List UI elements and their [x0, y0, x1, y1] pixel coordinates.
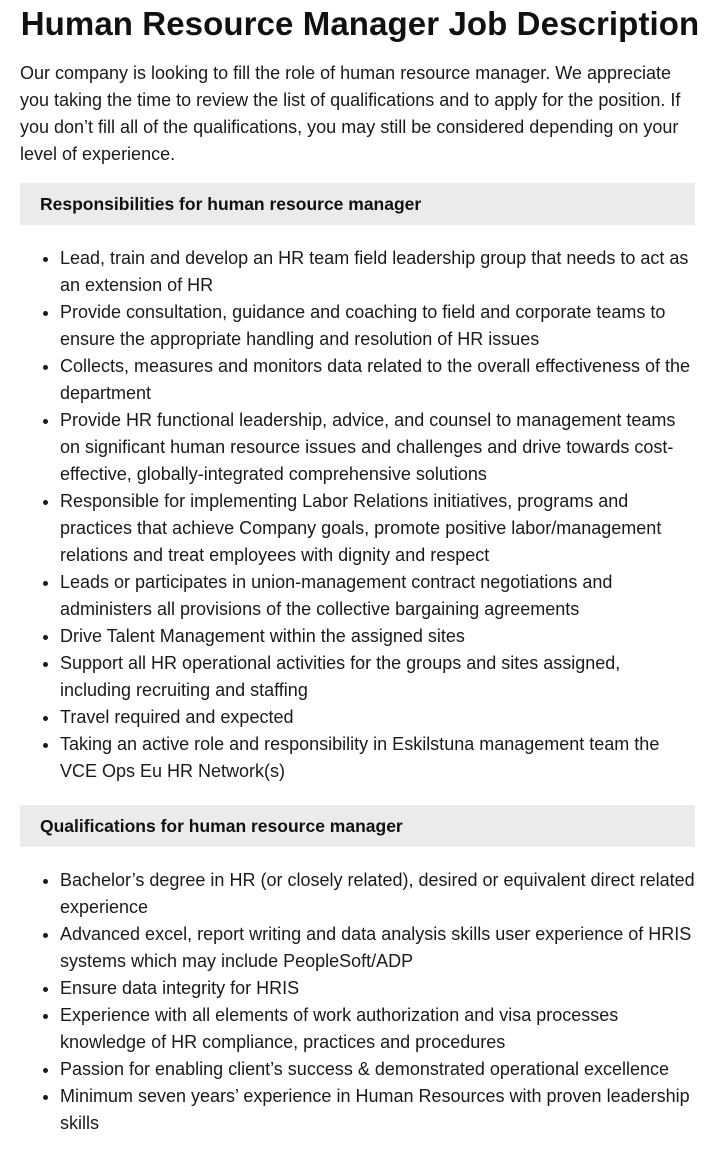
- qualifications-list: [20, 867, 695, 1137]
- list-item: • Minimum seven years’ experience in Human Resources with proven leadership skills: [60, 1083, 695, 1137]
- list-item: • Taking an active role and responsibility in Eskilstuna management team the VCE Ops Eu HR Network(s): [60, 731, 695, 785]
- list-item: • Travel required and expected: [60, 704, 695, 731]
- list-item: • Experience with all elements of work authorization and visa processes knowledge of HR compliance, practices and procedures: [60, 1002, 695, 1056]
- intro-paragraph: Our company is looking to fill the role of human resource manager. We appreciate you taking the time to review the list of qualifications and to apply for the position. If you don’t fill all of the qualifications, you may still be considered depending on your level of experience.: [20, 63, 681, 164]
- list-item: • Passion for enabling client’s success & demonstrated operational excellence: [60, 1056, 695, 1083]
- list-item: • Drive Talent Management within the assigned sites: [60, 623, 695, 650]
- list-item: • Advanced excel, report writing and data analysis skills user experience of HRIS systems which may include PeopleSoft/ADP: [60, 921, 695, 975]
- list-item: • Ensure data integrity for HRIS: [60, 975, 695, 1002]
- list-item: • Responsible for implementing Labor Relations initiatives, programs and practices that achieve Company goals, promote positive labor/management relations and treat employees with dignity and respect: [60, 488, 695, 569]
- responsibilities-heading: Responsibilities for human resource manager: [20, 183, 695, 225]
- list-item: • Provide HR functional leadership, advice, and counsel to management teams on significant human resource issues and challenges and drive towards cost-effective, globally-integrated comprehensive solutions: [60, 407, 695, 488]
- page-title: Human Resource Manager Job Description: [20, 5, 700, 42]
- list-item: • Leads or participates in union-management contract negotiations and administers all provisions of the collective bargaining agreements: [60, 569, 695, 623]
- list-item: • Lead, train and develop an HR team field leadership group that needs to act as an extension of HR: [60, 245, 695, 299]
- list-item: • Provide consultation, guidance and coaching to field and corporate teams to ensure the appropriate handling and resolution of HR issues: [60, 299, 695, 353]
- list-item: • Collects, measures and monitors data related to the overall effectiveness of the department: [60, 353, 695, 407]
- list-item: • Bachelor’s degree in HR (or closely related), desired or equivalent direct related experience: [60, 867, 695, 921]
- qualifications-heading: Qualifications for human resource manager: [20, 805, 695, 847]
- list-item: • Support all HR operational activities for the groups and sites assigned, including recruiting and staffing: [60, 650, 695, 704]
- responsibilities-list: [20, 245, 695, 785]
